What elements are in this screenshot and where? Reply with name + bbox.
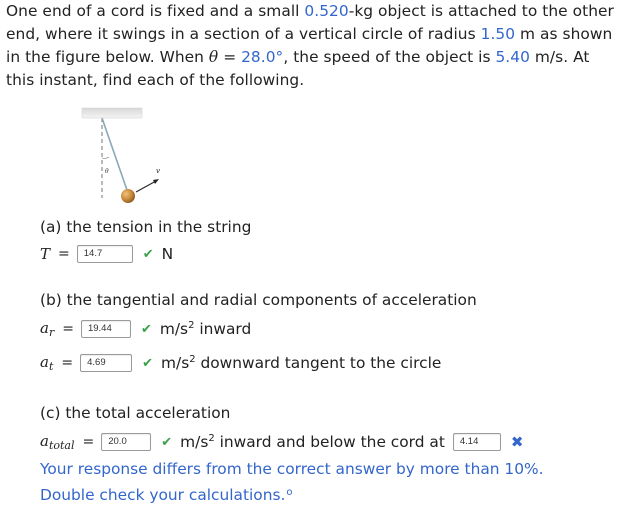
part-a-title: (a) the tension in the string: [40, 218, 252, 236]
velocity-arrow: [136, 181, 156, 192]
problem-text: m as shown in the figure below. When: [6, 25, 613, 66]
correct-check-icon: ✔: [161, 434, 173, 450]
tangential-accel-variable: [40, 353, 53, 373]
total-accel-subscript: total: [48, 439, 75, 452]
tangential-accel-symbol: a: [40, 353, 49, 371]
equals-sign: =: [82, 434, 95, 450]
radial-accel-input[interactable]: 19.44: [81, 320, 131, 338]
object-ball: [121, 189, 135, 203]
problem-text: =: [218, 48, 242, 66]
unit-exponent: 2: [189, 354, 196, 365]
total-accel-variable: [40, 432, 75, 452]
problem-text: One end of a cord is fixed and a small: [6, 2, 305, 20]
ceiling-support: [82, 108, 142, 118]
tangential-accel-subscript: t: [48, 360, 54, 373]
angle-value: 28.0°: [241, 48, 284, 66]
radial-accel-subscript: r: [48, 326, 55, 339]
part-b-radial-row: [40, 318, 251, 340]
tension-variable: T: [40, 245, 51, 263]
part-a-answer-row: [40, 243, 173, 265]
total-accel-direction: inward and below the cord at: [219, 433, 445, 451]
tension-unit: N: [161, 245, 174, 263]
theta-symbol: θ: [208, 48, 219, 66]
feedback-line-1: Your response differs from the correct answer by more than 10%.: [40, 460, 544, 478]
feedback-line-2: [40, 481, 600, 507]
tangential-accel-input[interactable]: 4.69: [80, 354, 132, 372]
correct-check-icon: ✔: [142, 355, 154, 371]
feedback-message: [40, 457, 600, 507]
unit-exponent: 2: [188, 320, 195, 331]
feedback-line-2-text: Double check your calculations.: [40, 486, 286, 504]
radial-accel-direction: inward: [199, 320, 252, 338]
pendulum-figure: [70, 100, 190, 210]
total-accel-symbol: a: [40, 432, 49, 450]
tangential-accel-direction: downward tangent to the circle: [200, 354, 442, 372]
theta-arc: [102, 157, 109, 158]
part-b-title: (b) the tangential and radial components of acceleration: [40, 291, 477, 309]
tangential-accel-unit: [161, 354, 441, 372]
unit-exponent: 2: [208, 433, 215, 444]
unit-base: m/s: [180, 433, 209, 451]
problem-text: , the speed of the object is: [283, 48, 496, 66]
total-accel-unit: [180, 433, 445, 451]
velocity-label: v: [156, 167, 160, 175]
part-c-title: (c) the total acceleration: [40, 404, 231, 422]
part-b-tangential-row: [40, 352, 441, 374]
equals-sign: =: [61, 355, 74, 371]
tension-input[interactable]: 14.7: [77, 245, 133, 263]
mass-value: 0.520: [304, 2, 349, 20]
cord: [102, 118, 127, 190]
speed-value: 5.40: [495, 48, 530, 66]
correct-check-icon: ✔: [140, 321, 152, 337]
unit-base: m/s: [161, 354, 190, 372]
total-accel-input[interactable]: 20.0: [101, 433, 151, 451]
problem-statement: [6, 0, 614, 92]
problem-text: -kg object is attached to the other end, where it swings in a section of a vertical circle of radius: [6, 2, 614, 43]
problem-text: m/s. At this instant, find each of the following.: [6, 48, 590, 89]
unit-base: m/s: [159, 320, 189, 338]
degree-icon: o: [286, 487, 293, 498]
theta-label: θ: [105, 168, 109, 175]
part-c-answer-row: [40, 431, 523, 453]
radial-accel-symbol: a: [40, 319, 49, 337]
radial-accel-unit: [160, 320, 251, 338]
radial-accel-variable: [40, 319, 54, 339]
radius-value: 1.50: [480, 25, 516, 43]
equals-sign: =: [58, 246, 70, 262]
equals-sign: =: [62, 321, 74, 337]
velocity-arrowhead: [153, 179, 159, 184]
angle-input[interactable]: 4.14: [453, 433, 501, 451]
incorrect-x-icon: ✖: [510, 433, 524, 451]
correct-check-icon: ✔: [142, 246, 154, 262]
